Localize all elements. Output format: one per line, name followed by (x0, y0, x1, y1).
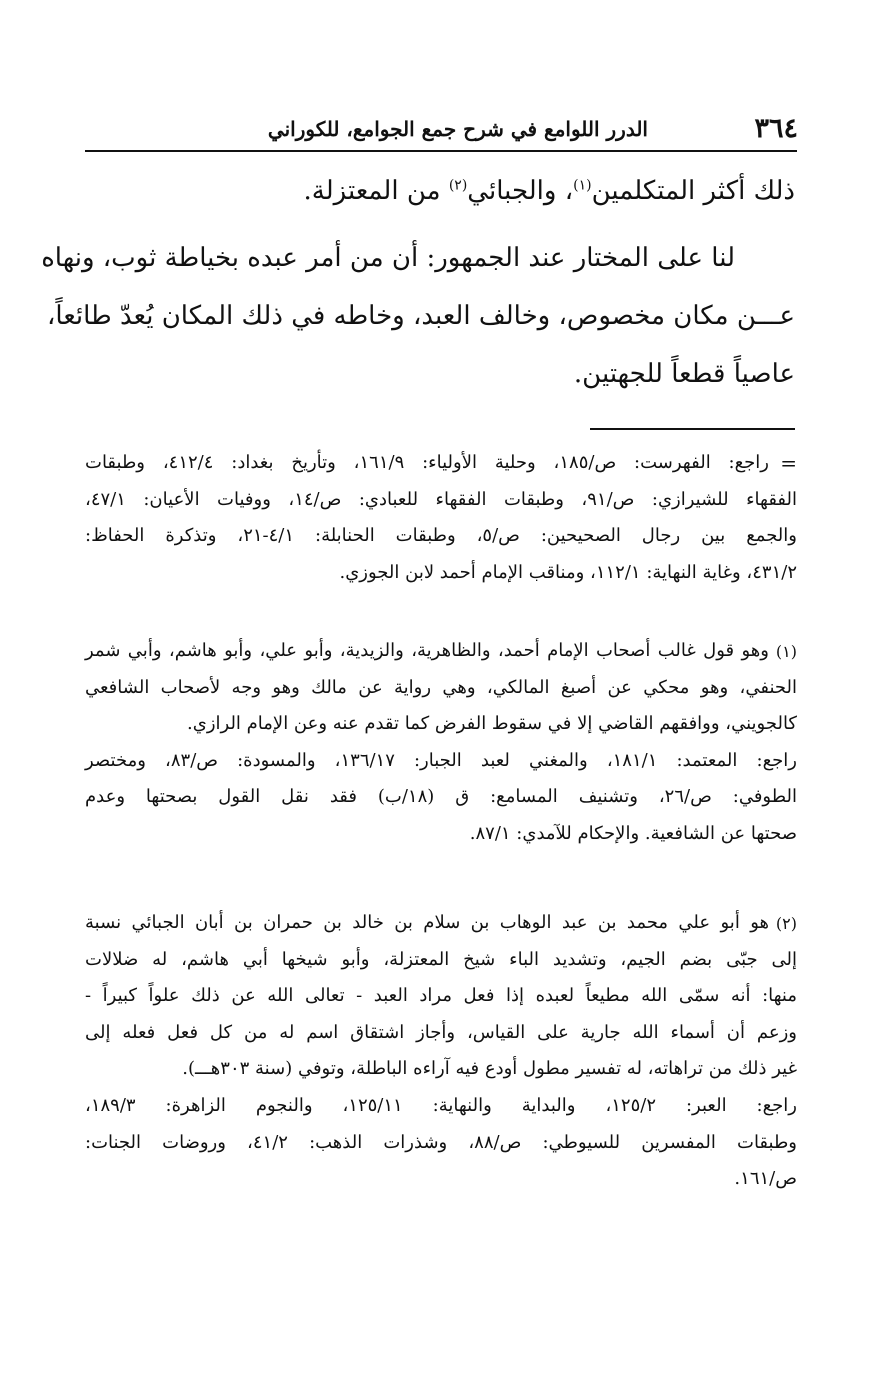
footnote-separator (590, 428, 795, 430)
footnote-marker-1: (١) (775, 642, 797, 661)
continuation-marker: = (780, 451, 797, 475)
body-paragraph-1 (90, 162, 795, 220)
footnote-line: راجع: الفهرست: ص/١٨٥، وحلية الأولياء: ١٦١/٩، وتأريخ بغداد: ٤١٢/٤، وطبقات (85, 452, 769, 473)
footnote-ref-2: (٢) (448, 177, 468, 194)
footnote-1 (85, 633, 797, 853)
body-line: عـــن مكان مخصوص، وخالف العبد، وخاطه في ذلك المكان يُعدّ طائعاً، (47, 301, 795, 331)
footnote-line: راجع: العبر: ١٢٥/٢، والبداية والنهاية: ١٢٥/١١، والنجوم الزاهرة: ١٨٩/٣، (85, 1094, 797, 1116)
body-text-segment: من المعتزلة. (303, 176, 449, 206)
footnote-line: وطبقات المفسرين للسيوطي: ص/٨٨، وشذرات الذهب: ٤١/٢، وروضات الجنات: (85, 1131, 797, 1153)
footnote-ref-1: (١) (573, 177, 592, 194)
footnote-line: غير ذلك من تراهاته، له تفسير مطول أودع فيه آراءه الباطلة، وتوفي (سنة ٣٠٣هـــ). (182, 1058, 797, 1080)
body-text-segment: ذلك أكثر المتكلمين (591, 176, 795, 206)
body-line: لنا على المختار عند الجمهور: أن من أمر عبده بخياطة ثوب، ونهاه (41, 243, 735, 273)
body-paragraph-2 (41, 229, 795, 403)
body-line: عاصياً قطعاً للجهتين. (573, 359, 795, 389)
header-rule (85, 150, 797, 152)
body-line (90, 162, 795, 220)
footnote-line: ص/١٦١. (734, 1168, 797, 1190)
footnote-line: الطوفي: ص/٢٦، وتشنيف المسامع: ق (١٨/ب) فقد نقل القول بصحتها وعدم (85, 786, 797, 808)
footnote-line: والجمع بين رجال الصحيحين: ص/٥، وطبقات الحنابلة: ٤/١-٢١، وتذكرة الحفاظ: (85, 525, 797, 547)
body-text-segment: ، والجبائي (467, 176, 574, 206)
footnote-line: ٤٣١/٢، وغاية النهاية: ١١٢/١، ومناقب الإمام أحمد لابن الجوزي. (339, 561, 797, 583)
footnote-line: صحتها عن الشافعية. والإحكام للآمدي: ٨٧/١. (469, 822, 797, 844)
footnote-line: إلى جبّى بضم الجيم، وتشديد الباء شيخ المعتزلة، وأبو شيخها أبي هاشم، له ضلالات (85, 948, 797, 970)
running-title: الدرر اللوامع في شرح جمع الجوامع، للكوراني (267, 117, 648, 141)
footnote-line: راجع: المعتمد: ١٨١/١، والمغني لعبد الجبار: ١٣٦/١٧، والمسودة: ص/٨٣، ومختصر (85, 749, 797, 771)
page-number: ٣٦٤ (754, 113, 798, 144)
footnote-line: الحنفي، وهو محكي عن أصبغ المالكي، وهي رواية عن مالك وهو وجه لأصحاب الشافعي (85, 676, 797, 698)
footnote-2 (85, 905, 797, 1198)
footnote-line: هو أبو علي محمد بن عبد الوهاب بن سلام بن خالد بن حمران بن أبان الجبائي نسبة (85, 912, 769, 933)
footnote-line: وزعم أن أسماء الله جارية على القياس، وأجاز اشتقاق اسم له من كل فعل فعله إلى (85, 1021, 797, 1043)
footnote-line: وهو قول غالب أصحاب الإمام أحمد، والظاهرية، والزيدية، وأبو علي، وأبو هاشم، وأبي شمر (85, 640, 769, 661)
page-header (88, 110, 798, 148)
footnote-line: كالجويني، ووافقهم القاضي إلا في سقوط الفرض كما تقدم عنه وعن الإمام الرازي. (187, 713, 797, 735)
footnote-marker-2: (٢) (775, 914, 797, 933)
footnote-continuation (85, 445, 797, 591)
footnote-line: الفقهاء للشيرازي: ص/٩١، وطبقات الفقهاء للعبادي: ص/١٤، ووفيات الأعيان: ٤٧/١، (85, 488, 798, 510)
footnote-line: منها: أنه سمّى الله مطيعاً لعبده إذا فعل مراد العبد - تعالى الله عن ذلك علواً كبيراً - (85, 985, 797, 1007)
